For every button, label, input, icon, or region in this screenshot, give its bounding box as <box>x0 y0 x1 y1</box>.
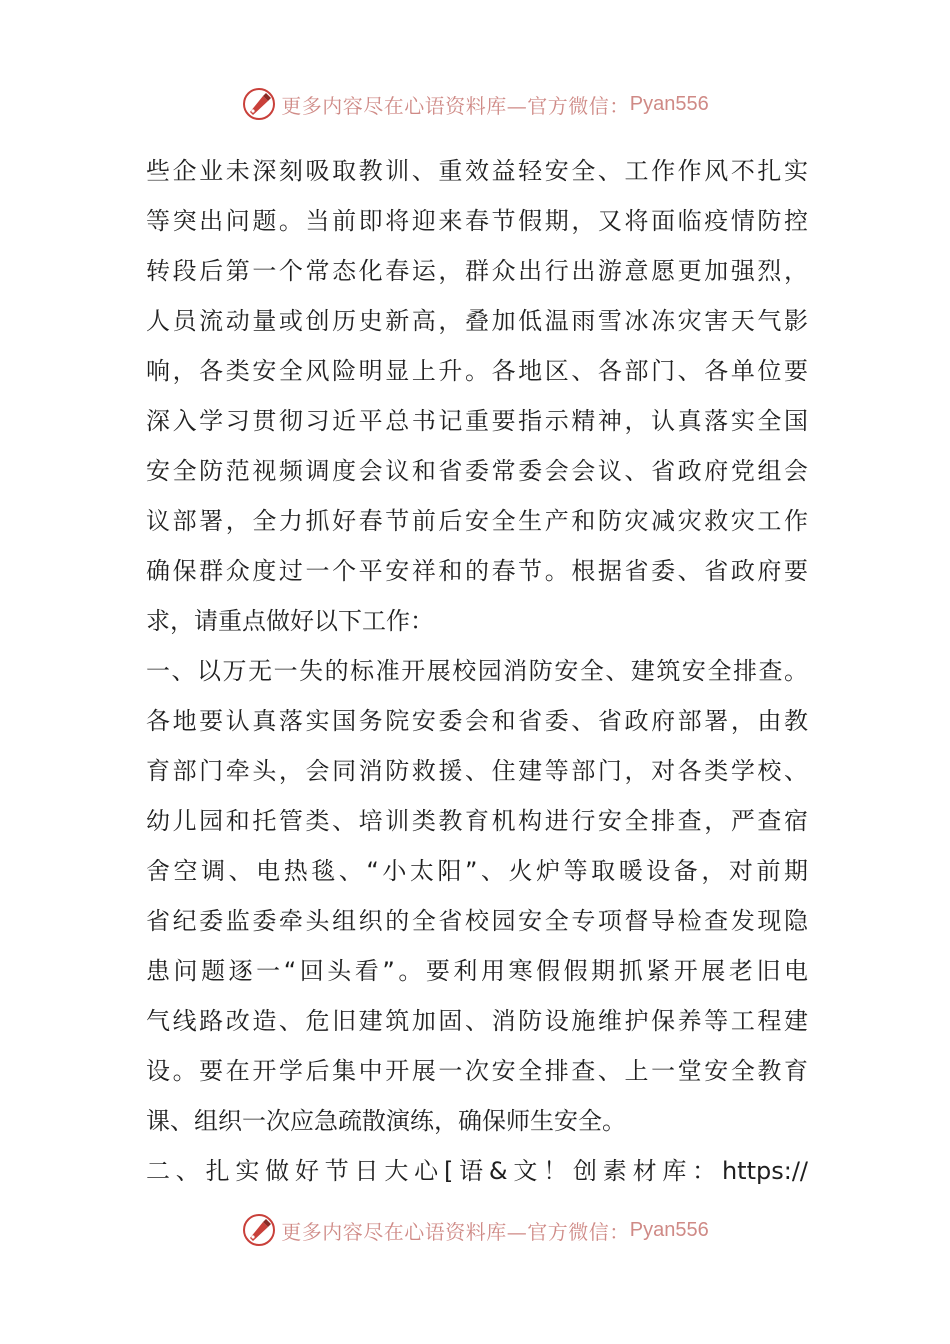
footer-banner <box>0 1208 950 1252</box>
text-line: 转段后第一个常态化春运，群众出行出游意愿更加强烈， <box>146 257 808 285</box>
text-line: 育部门牵头，会同消防救援、住建等部门，对各类学校、 <box>146 757 808 785</box>
text-line: 设。要在开学后集中开展一次安全排查、上一堂安全教育 <box>146 1057 808 1085</box>
text-line: 议部署，全力抓好春节前后安全生产和防灾减灾救灾工作 <box>146 507 808 535</box>
text-line: 各地要认真落实国务院安委会和省委、省政府部署，由教 <box>146 707 808 735</box>
footer-banner-account: Pyan556 <box>629 1218 709 1241</box>
text-line: 舍空调、电热毯、“小太阳”、火炉等取暖设备，对前期 <box>146 857 808 885</box>
pen-nib-seal-icon <box>241 86 277 122</box>
header-banner-account: Pyan556 <box>629 92 709 115</box>
text-line: 一、以万无一失的标准开展校园消防安全、建筑安全排查。 <box>146 657 808 685</box>
pen-nib-seal-icon <box>241 1212 277 1248</box>
text-line: 安全防范视频调度会议和省委常委会会议、省政府党组会 <box>146 457 808 485</box>
text-line: 课、组织一次应急疏散演练，确保师生安全。 <box>146 1107 626 1135</box>
text-line: 幼儿园和托管类、培训类教育机构进行安全排查，严查宿 <box>146 807 808 835</box>
header-banner <box>0 82 950 126</box>
text-line: 深入学习贯彻习近平总书记重要指示精神，认真落实全国 <box>146 407 808 435</box>
text-line: 二、扎实做好节日大心[语&文！创素材库：https:// <box>146 1157 808 1185</box>
text-line: 人员流动量或创历史新高，叠加低温雨雪冰冻灾害天气影 <box>146 307 808 335</box>
footer-banner-text: 更多内容尽在心语资料库—官方微信： <box>281 1219 630 1244</box>
text-line: 些企业未深刻吸取教训、重效益轻安全、工作作风不扎实 <box>146 157 808 185</box>
document-body <box>146 146 808 1196</box>
header-banner-text: 更多内容尽在心语资料库—官方微信： <box>281 93 630 118</box>
text-line: 确保群众度过一个平安祥和的春节。根据省委、省政府要 <box>146 557 808 585</box>
text-line: 患问题逐一“回头看”。要利用寒假假期抓紧开展老旧电 <box>146 957 808 985</box>
text-line: 求，请重点做好以下工作： <box>146 607 434 635</box>
text-line: 气线路改造、危旧建筑加固、消防设施维护保养等工程建 <box>146 1007 808 1035</box>
text-line: 等突出问题。当前即将迎来春节假期，又将面临疫情防控 <box>146 207 808 235</box>
text-line: 省纪委监委牵头组织的全省校园安全专项督导检查发现隐 <box>146 907 808 935</box>
text-line: 响，各类安全风险明显上升。各地区、各部门、各单位要 <box>146 357 808 385</box>
